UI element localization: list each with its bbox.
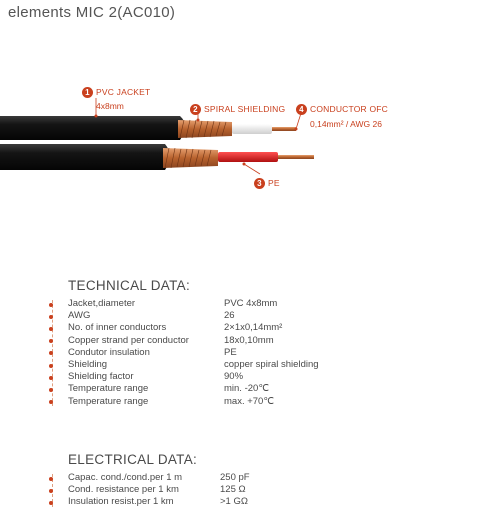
bullet-icon <box>49 501 53 505</box>
electrical-data-list <box>52 472 250 509</box>
list-item <box>52 496 250 508</box>
spec-value: >1 GΩ <box>220 496 248 508</box>
spec-key: Condutor insulation <box>68 346 150 358</box>
callout-number: 3 <box>254 178 265 189</box>
electrical-data-section <box>52 452 250 509</box>
spec-key: AWG <box>68 310 91 322</box>
list-item <box>52 335 319 347</box>
callout-pe <box>254 178 280 189</box>
bullet-icon <box>49 477 53 481</box>
electrical-data-title: ELECTRICAL DATA: <box>68 452 198 467</box>
spec-value: min. -20℃ <box>224 383 269 395</box>
spec-value: max. +70℃ <box>224 395 275 407</box>
list-item <box>52 371 319 383</box>
callout-label: PVC JACKET <box>96 87 151 97</box>
callout-label: SPIRAL SHIELDING <box>204 104 286 114</box>
spec-key: Jacket,diameter <box>68 298 136 309</box>
list-item <box>52 396 319 408</box>
technical-data-list <box>52 298 319 408</box>
jacket-lower <box>0 144 170 170</box>
callout-conductor-ofc-sub: 0,14mm² / AWG 26 <box>310 119 382 129</box>
spec-key: Shielding factor <box>68 371 134 383</box>
spec-key: Copper strand per conductor <box>68 334 189 346</box>
bullet-icon <box>49 376 53 380</box>
spec-value: PVC 4x8mm <box>224 298 278 309</box>
spec-value: 26 <box>224 310 235 322</box>
bullet-icon <box>49 489 53 493</box>
technical-data-title: TECHNICAL DATA: <box>68 278 191 293</box>
spec-value: copper spiral shielding <box>224 359 319 371</box>
callout-pvc-jacket-sub: 4x8mm <box>96 101 124 111</box>
spec-value: PE <box>224 346 237 358</box>
spec-key: No. of inner conductors <box>68 322 167 334</box>
spec-value: 18x0,10mm <box>224 334 274 346</box>
callout-number: 1 <box>82 87 93 98</box>
callout-spiral-shielding <box>190 104 285 115</box>
bullet-icon <box>49 339 53 343</box>
list-item <box>52 383 319 395</box>
list-item <box>52 484 250 496</box>
callout-conductor-ofc <box>296 104 388 115</box>
page-title: elements MIC 2(AC010) <box>8 4 176 21</box>
list-item <box>52 359 319 371</box>
technical-data-section <box>52 278 319 408</box>
spec-value: 250 pF <box>220 472 250 483</box>
spec-key: Shielding <box>68 359 108 371</box>
bullet-icon <box>49 303 53 307</box>
spec-key: Cond. resistance per 1 km <box>68 484 179 496</box>
callout-label: CONDUCTOR OFC <box>310 104 388 114</box>
list-item <box>52 298 319 310</box>
list-item <box>52 310 319 322</box>
bullet-icon <box>49 388 53 392</box>
bullet-icon <box>49 364 53 368</box>
spec-value: 2×1x0,14mm² <box>224 322 283 334</box>
spec-value: 125 Ω <box>220 484 246 496</box>
spec-key: Temperature range <box>68 383 149 395</box>
callout-pvc-jacket <box>82 87 150 98</box>
list-item <box>52 347 319 359</box>
list-item <box>52 322 319 334</box>
bullet-icon <box>49 400 53 404</box>
cable-illustration <box>0 70 484 200</box>
list-item <box>52 472 250 484</box>
callout-number: 2 <box>190 104 201 115</box>
spec-key: Capac. cond./cond.per 1 m <box>68 472 183 483</box>
bullet-icon <box>49 315 53 319</box>
spec-key: Temperature range <box>68 395 149 407</box>
spec-key: Insulation resist.per 1 km <box>68 496 174 508</box>
callout-label: PE <box>268 178 280 188</box>
bullet-icon <box>49 351 53 355</box>
jacket-upper <box>0 116 185 140</box>
spec-value: 90% <box>224 371 244 383</box>
callout-number: 4 <box>296 104 307 115</box>
bullet-icon <box>49 327 53 331</box>
